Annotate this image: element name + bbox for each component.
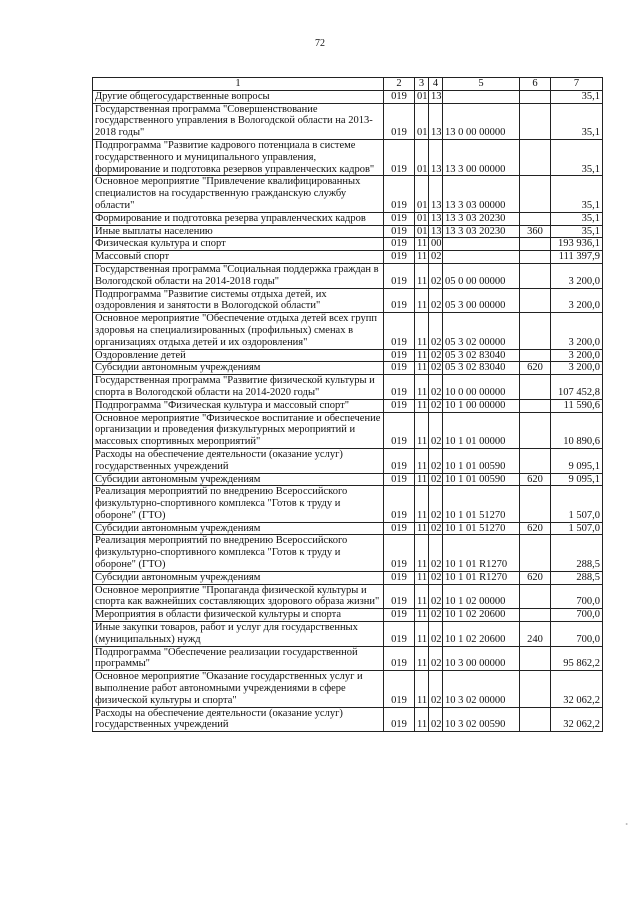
row-expense-type-cell: 360	[520, 225, 551, 238]
row-name-cell: Иные выплаты населению	[93, 225, 384, 238]
row-section-cell: 11	[415, 571, 429, 584]
table-row	[93, 707, 603, 732]
row-target-cell	[443, 251, 520, 264]
row-expense-type-cell	[520, 646, 551, 671]
row-amount-cell: 3 200,0	[551, 349, 603, 362]
table-row	[93, 263, 603, 288]
row-target-cell: 05 3 02 00000	[443, 313, 520, 349]
row-ved-cell: 019	[384, 609, 415, 622]
row-subsection-cell: 02	[429, 251, 443, 264]
row-section-cell: 11	[415, 473, 429, 486]
row-name-cell: Реализация мероприятий по внедрению Всероссийского физкультурно-спортивного комплекса "Готов к труду и обороне" (ГТО)	[93, 486, 384, 522]
row-section-cell: 11	[415, 362, 429, 375]
row-section-cell: 11	[415, 486, 429, 522]
row-expense-type-cell: 620	[520, 571, 551, 584]
row-name-cell: Формирование и подготовка резерва управленческих кадров	[93, 212, 384, 225]
row-amount-cell: 700,0	[551, 622, 603, 647]
row-name-cell: Основное мероприятие "Привлечение квалифицированных специалистов на государственную гражданскую службу области"	[93, 176, 384, 212]
row-section-cell: 11	[415, 671, 429, 707]
row-expense-type-cell: 240	[520, 622, 551, 647]
row-name-cell: Основное мероприятие "Обеспечение отдыха детей всех групп здоровья на специализированных (профильных) сменах в организациях отдыха детей и их оздоровления"	[93, 313, 384, 349]
row-subsection-cell: 02	[429, 671, 443, 707]
row-target-cell: 10 1 01 00590	[443, 448, 520, 473]
row-ved-cell: 019	[384, 671, 415, 707]
row-target-cell: 10 1 02 00000	[443, 584, 520, 609]
header-col-5: 5	[443, 78, 520, 91]
row-amount-cell: 35,1	[551, 139, 603, 175]
row-section-cell: 11	[415, 349, 429, 362]
row-section-cell: 11	[415, 707, 429, 732]
row-amount-cell: 3 200,0	[551, 288, 603, 313]
row-expense-type-cell	[520, 486, 551, 522]
row-ved-cell: 019	[384, 313, 415, 349]
row-name-cell: Мероприятия в области физической культуры и спорта	[93, 609, 384, 622]
row-amount-cell: 35,1	[551, 212, 603, 225]
row-target-cell: 05 3 02 83040	[443, 349, 520, 362]
row-amount-cell: 35,1	[551, 225, 603, 238]
row-ved-cell: 019	[384, 288, 415, 313]
row-subsection-cell: 02	[429, 473, 443, 486]
row-name-cell: Государственная программа "Социальная поддержка граждан в Вологодской области на 2014-2018 годы"	[93, 263, 384, 288]
row-subsection-cell: 13	[429, 139, 443, 175]
budget-table	[92, 77, 603, 732]
row-amount-cell: 95 862,2	[551, 646, 603, 671]
row-expense-type-cell	[520, 609, 551, 622]
row-expense-type-cell	[520, 263, 551, 288]
row-ved-cell: 019	[384, 139, 415, 175]
row-expense-type-cell	[520, 176, 551, 212]
row-amount-cell: 35,1	[551, 103, 603, 139]
table-row	[93, 622, 603, 647]
table-row	[93, 473, 603, 486]
row-name-cell: Основное мероприятие "Пропаганда физической культуры и спорта как важнейших составляющих здорового образа жизни"	[93, 584, 384, 609]
row-ved-cell: 019	[384, 448, 415, 473]
row-subsection-cell: 02	[429, 362, 443, 375]
header-col-2: 2	[384, 78, 415, 91]
row-section-cell: 01	[415, 225, 429, 238]
row-amount-cell: 1 507,0	[551, 522, 603, 535]
row-target-cell: 05 3 02 83040	[443, 362, 520, 375]
row-expense-type-cell	[520, 349, 551, 362]
row-section-cell: 11	[415, 535, 429, 571]
row-subsection-cell: 02	[429, 288, 443, 313]
row-target-cell: 13 3 03 20230	[443, 225, 520, 238]
header-col-6: 6	[520, 78, 551, 91]
row-amount-cell: 1 507,0	[551, 486, 603, 522]
table-row	[93, 646, 603, 671]
row-section-cell: 11	[415, 375, 429, 400]
row-amount-cell: 288,5	[551, 571, 603, 584]
row-section-cell: 11	[415, 412, 429, 448]
row-amount-cell: 9 095,1	[551, 448, 603, 473]
row-name-cell: Реализация мероприятий по внедрению Всероссийского физкультурно-спортивного комплекса "Готов к труду и обороне" (ГТО)	[93, 535, 384, 571]
row-name-cell: Подпрограмма "Развитие кадрового потенциала в системе государственного и муниципального управления, формирование и подготовка резервов управленческих кадров"	[93, 139, 384, 175]
row-subsection-cell: 02	[429, 622, 443, 647]
row-name-cell: Оздоровление детей	[93, 349, 384, 362]
row-target-cell: 10 3 02 00000	[443, 671, 520, 707]
row-name-cell: Расходы на обеспечение деятельности (оказание услуг) государственных учреждений	[93, 448, 384, 473]
table-row	[93, 288, 603, 313]
header-col-4: 4	[429, 78, 443, 91]
row-ved-cell: 019	[384, 584, 415, 609]
row-ved-cell: 019	[384, 375, 415, 400]
row-subsection-cell: 13	[429, 103, 443, 139]
row-amount-cell: 3 200,0	[551, 263, 603, 288]
row-amount-cell: 288,5	[551, 535, 603, 571]
row-expense-type-cell	[520, 375, 551, 400]
row-ved-cell: 019	[384, 90, 415, 103]
row-expense-type-cell	[520, 212, 551, 225]
row-target-cell: 10 1 01 00590	[443, 473, 520, 486]
row-amount-cell: 35,1	[551, 176, 603, 212]
row-name-cell: Расходы на обеспечение деятельности (оказание услуг) государственных учреждений	[93, 707, 384, 732]
row-target-cell: 10 1 01 R1270	[443, 535, 520, 571]
row-subsection-cell: 02	[429, 263, 443, 288]
row-target-cell: 05 3 00 00000	[443, 288, 520, 313]
row-name-cell: Массовый спорт	[93, 251, 384, 264]
table-row	[93, 584, 603, 609]
row-section-cell: 11	[415, 251, 429, 264]
table-row	[93, 225, 603, 238]
row-ved-cell: 019	[384, 535, 415, 571]
row-target-cell: 10 3 02 00590	[443, 707, 520, 732]
row-expense-type-cell	[520, 90, 551, 103]
row-name-cell: Иные закупки товаров, работ и услуг для государственных (муниципальных) нужд	[93, 622, 384, 647]
table-row	[93, 349, 603, 362]
row-amount-cell: 193 936,1	[551, 238, 603, 251]
row-amount-cell: 9 095,1	[551, 473, 603, 486]
row-ved-cell: 019	[384, 103, 415, 139]
row-name-cell: Подпрограмма "Обеспечение реализации государственной программы"	[93, 646, 384, 671]
row-subsection-cell: 02	[429, 646, 443, 671]
row-name-cell: Государственная программа "Развитие физической культуры и спорта в Вологодской области на 2014-2020 годы"	[93, 375, 384, 400]
header-col-7: 7	[551, 78, 603, 91]
row-subsection-cell: 02	[429, 375, 443, 400]
row-section-cell: 01	[415, 139, 429, 175]
row-section-cell: 11	[415, 609, 429, 622]
row-name-cell: Субсидии автономным учреждениям	[93, 522, 384, 535]
row-section-cell: 11	[415, 313, 429, 349]
row-subsection-cell: 13	[429, 176, 443, 212]
row-amount-cell: 700,0	[551, 609, 603, 622]
row-section-cell: 11	[415, 646, 429, 671]
row-subsection-cell: 02	[429, 707, 443, 732]
row-subsection-cell: 13	[429, 90, 443, 103]
row-ved-cell: 019	[384, 263, 415, 288]
row-name-cell: Государственная программа "Совершенствование государственного управления в Вологодской области на 2013-2018 годы"	[93, 103, 384, 139]
row-subsection-cell: 02	[429, 448, 443, 473]
table-row	[93, 522, 603, 535]
row-subsection-cell: 00	[429, 238, 443, 251]
row-ved-cell: 019	[384, 399, 415, 412]
row-subsection-cell: 02	[429, 486, 443, 522]
row-target-cell: 10 1 00 00000	[443, 399, 520, 412]
row-amount-cell: 10 890,6	[551, 412, 603, 448]
page-number: 72	[315, 38, 325, 49]
row-expense-type-cell	[520, 671, 551, 707]
row-target-cell	[443, 90, 520, 103]
row-subsection-cell: 02	[429, 535, 443, 571]
table-row	[93, 671, 603, 707]
row-section-cell: 01	[415, 212, 429, 225]
row-section-cell: 11	[415, 622, 429, 647]
row-subsection-cell: 02	[429, 412, 443, 448]
row-section-cell: 11	[415, 238, 429, 251]
row-target-cell: 13 3 03 00000	[443, 176, 520, 212]
row-ved-cell: 019	[384, 412, 415, 448]
row-target-cell: 10 3 00 00000	[443, 646, 520, 671]
row-subsection-cell: 02	[429, 584, 443, 609]
row-section-cell: 11	[415, 399, 429, 412]
header-col-3: 3	[415, 78, 429, 91]
row-amount-cell: 32 062,2	[551, 707, 603, 732]
row-expense-type-cell	[520, 251, 551, 264]
table-row	[93, 609, 603, 622]
row-target-cell: 13 3 00 00000	[443, 139, 520, 175]
header-row	[93, 78, 603, 91]
row-expense-type-cell	[520, 584, 551, 609]
row-ved-cell: 019	[384, 362, 415, 375]
row-section-cell: 11	[415, 448, 429, 473]
row-subsection-cell: 02	[429, 571, 443, 584]
row-target-cell	[443, 238, 520, 251]
table-body	[93, 90, 603, 731]
row-expense-type-cell	[520, 288, 551, 313]
row-section-cell: 11	[415, 522, 429, 535]
row-expense-type-cell	[520, 103, 551, 139]
row-amount-cell: 3 200,0	[551, 313, 603, 349]
row-target-cell: 10 1 01 R1270	[443, 571, 520, 584]
row-section-cell: 11	[415, 584, 429, 609]
row-subsection-cell: 13	[429, 212, 443, 225]
edge-mark: •	[625, 820, 628, 829]
row-ved-cell: 019	[384, 571, 415, 584]
row-ved-cell: 019	[384, 646, 415, 671]
row-amount-cell: 700,0	[551, 584, 603, 609]
table-row	[93, 448, 603, 473]
row-name-cell: Основное мероприятие "Физическое воспитание и обеспечение организации и проведения физкультурных мероприятий и массовых спортивных мероприятий"	[93, 412, 384, 448]
row-ved-cell: 019	[384, 212, 415, 225]
row-section-cell: 01	[415, 90, 429, 103]
row-section-cell: 11	[415, 288, 429, 313]
row-subsection-cell: 02	[429, 522, 443, 535]
row-name-cell: Физическая культура и спорт	[93, 238, 384, 251]
row-ved-cell: 019	[384, 473, 415, 486]
row-target-cell: 10 0 00 00000	[443, 375, 520, 400]
row-expense-type-cell: 620	[520, 473, 551, 486]
row-subsection-cell: 02	[429, 349, 443, 362]
table-row	[93, 535, 603, 571]
table-row	[93, 486, 603, 522]
row-ved-cell: 019	[384, 251, 415, 264]
row-section-cell: 01	[415, 103, 429, 139]
row-expense-type-cell: 620	[520, 522, 551, 535]
row-name-cell: Субсидии автономным учреждениям	[93, 473, 384, 486]
row-ved-cell: 019	[384, 349, 415, 362]
row-ved-cell: 019	[384, 176, 415, 212]
row-ved-cell: 019	[384, 225, 415, 238]
table-row	[93, 251, 603, 264]
row-section-cell: 11	[415, 263, 429, 288]
row-ved-cell: 019	[384, 486, 415, 522]
row-name-cell: Основное мероприятие "Оказание государственных услуг и выполнение работ автономными учреждениями в сфере физической культуры и спорта"	[93, 671, 384, 707]
row-ved-cell: 019	[384, 522, 415, 535]
table-row	[93, 313, 603, 349]
table-row	[93, 103, 603, 139]
row-target-cell: 10 1 02 20600	[443, 622, 520, 647]
row-name-cell: Субсидии автономным учреждениям	[93, 571, 384, 584]
row-target-cell: 10 1 01 51270	[443, 522, 520, 535]
row-target-cell: 10 1 01 00000	[443, 412, 520, 448]
row-expense-type-cell	[520, 707, 551, 732]
row-name-cell: Подпрограмма "Физическая культура и массовый спорт"	[93, 399, 384, 412]
row-name-cell: Субсидии автономным учреждениям	[93, 362, 384, 375]
table-row	[93, 90, 603, 103]
row-name-cell: Другие общегосударственные вопросы	[93, 90, 384, 103]
table-row	[93, 571, 603, 584]
row-expense-type-cell	[520, 238, 551, 251]
row-target-cell: 05 0 00 00000	[443, 263, 520, 288]
row-expense-type-cell	[520, 448, 551, 473]
row-subsection-cell: 02	[429, 313, 443, 349]
table-row	[93, 176, 603, 212]
row-amount-cell: 11 590,6	[551, 399, 603, 412]
row-name-cell: Подпрограмма "Развитие системы отдыха детей, их оздоровления и занятости в Вологодской области"	[93, 288, 384, 313]
header-col-1: 1	[93, 78, 384, 91]
row-target-cell: 10 1 02 20600	[443, 609, 520, 622]
row-target-cell: 13 3 03 20230	[443, 212, 520, 225]
row-expense-type-cell	[520, 412, 551, 448]
row-section-cell: 01	[415, 176, 429, 212]
row-ved-cell: 019	[384, 238, 415, 251]
table-row	[93, 362, 603, 375]
row-ved-cell: 019	[384, 622, 415, 647]
row-subsection-cell: 02	[429, 399, 443, 412]
row-amount-cell: 3 200,0	[551, 362, 603, 375]
row-expense-type-cell	[520, 399, 551, 412]
table-row	[93, 238, 603, 251]
row-target-cell: 10 1 01 51270	[443, 486, 520, 522]
row-expense-type-cell	[520, 535, 551, 571]
table-row	[93, 399, 603, 412]
table-row	[93, 139, 603, 175]
row-amount-cell: 107 452,8	[551, 375, 603, 400]
row-subsection-cell: 13	[429, 225, 443, 238]
row-amount-cell: 111 397,9	[551, 251, 603, 264]
row-amount-cell: 35,1	[551, 90, 603, 103]
row-amount-cell: 32 062,2	[551, 671, 603, 707]
table-row	[93, 212, 603, 225]
row-ved-cell: 019	[384, 707, 415, 732]
row-expense-type-cell	[520, 313, 551, 349]
row-subsection-cell: 02	[429, 609, 443, 622]
row-target-cell: 13 0 00 00000	[443, 103, 520, 139]
row-expense-type-cell	[520, 139, 551, 175]
row-expense-type-cell: 620	[520, 362, 551, 375]
table-row	[93, 412, 603, 448]
table-row	[93, 375, 603, 400]
